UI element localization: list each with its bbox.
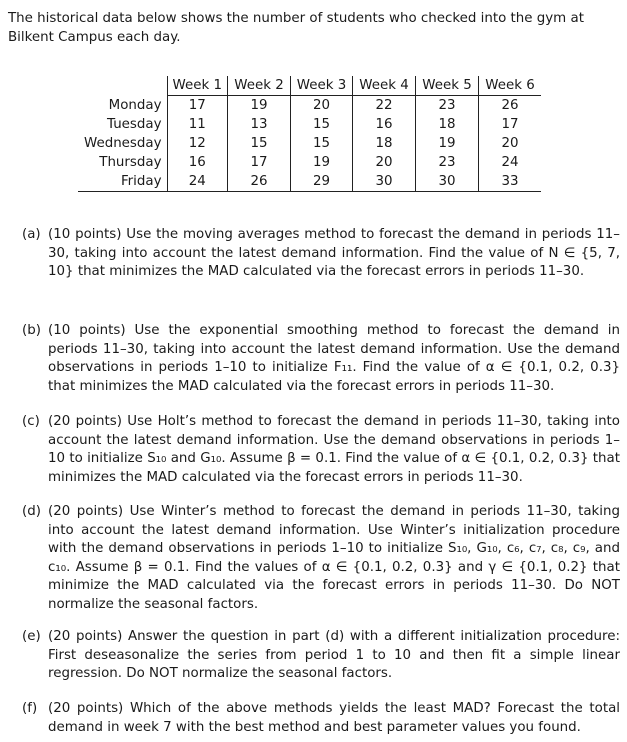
question-label: (f) [22, 701, 38, 716]
table-cell: 18 [416, 115, 479, 134]
table-cell: 26 [479, 96, 542, 116]
question-text: (20 points) Answer the question in part (d) with a different initialization procedure: First deseasonalize the series from period 1 to 10 and then fit a simple linear regression. Do NOT normalize the seasonal factors. [48, 629, 620, 682]
gym-checkins-table [78, 76, 541, 192]
row-label-day: Friday [78, 172, 167, 192]
table-row [78, 115, 541, 134]
table-cell: 16 [353, 115, 416, 134]
question-f [22, 700, 620, 737]
table-cell: 13 [228, 115, 291, 134]
table-row [78, 96, 541, 116]
table-cell: 23 [416, 153, 479, 172]
question-label: (e) [22, 629, 41, 644]
row-label-day: Wednesday [84, 136, 162, 151]
header-week-5: Week 5 [416, 76, 479, 96]
question-text: (20 points) Use Holt’s method to forecast the demand in periods 11–30, taking into account the latest demand information. Use the demand observations in periods 1–10 to initialize S₁₀ and G₁₀. Assume β = 0.1. Find the value of α ∈ {0.1, 0.2, 0.3} that minimizes the MAD calculated via the forecast errors in periods 11–30. [48, 414, 620, 485]
table-cell: 22 [353, 96, 416, 116]
table-corner [78, 76, 167, 96]
table-cell: 24 [167, 172, 227, 192]
table-cell: 20 [291, 96, 353, 116]
table-cell: 15 [228, 134, 291, 153]
table-cell: 16 [167, 153, 227, 172]
question-a [22, 226, 620, 282]
question-label: (a) [22, 227, 41, 242]
table-cell: 26 [228, 172, 291, 192]
table-cell: 12 [167, 134, 227, 153]
intro-paragraph: The historical data below shows the number of students who checked into the gym at Bilkent Campus each day. [8, 11, 584, 45]
table-cell: 20 [353, 153, 416, 172]
table-cell: 17 [479, 115, 542, 134]
table-row [78, 172, 541, 192]
table-cell: 29 [291, 172, 353, 192]
question-text: (10 points) Use the exponential smoothing method to forecast the demand in periods 11–30, taking into account the latest demand information. Use the demand observations in periods 1–10 to initialize F₁₁. Find the value of α ∈ {0.1, 0.2, 0.3} that minimizes the MAD calculated via the forecast errors in periods 11–30. [48, 323, 620, 394]
table-cell: 30 [416, 172, 479, 192]
header-week-2: Week 2 [228, 76, 291, 96]
header-week-3: Week 3 [291, 76, 353, 96]
table-row [78, 134, 541, 153]
question-text: (20 points) Which of the above methods yields the least MAD? Forecast the total demand in week 7 with the best method and best parameter values you found. [48, 701, 620, 735]
table-cell: 18 [353, 134, 416, 153]
question-d [22, 503, 620, 615]
table-cell: 17 [228, 153, 291, 172]
table-cell: 19 [416, 134, 479, 153]
table-header-row [78, 76, 541, 96]
header-week-1: Week 1 [167, 76, 227, 96]
header-week-6: Week 6 [479, 76, 542, 96]
table-cell: 15 [291, 115, 353, 134]
table-cell: 19 [291, 153, 353, 172]
table-cell: 24 [479, 153, 542, 172]
table-cell: 23 [416, 96, 479, 116]
table-cell: 33 [479, 172, 542, 192]
question-b [22, 322, 620, 396]
table-cell: 11 [167, 115, 227, 134]
row-label-day: Thursday [99, 155, 162, 170]
header-week-4: Week 4 [353, 76, 416, 96]
table-cell: 20 [479, 134, 542, 153]
row-label-day: Monday [108, 97, 162, 113]
question-text: (10 points) Use the moving averages method to forecast the demand in periods 11–30, taking into account the latest demand information. Find the value of N ∈ {5, 7, 10} that minimizes the MAD calculated via the forecast errors in periods 11–30. [48, 227, 620, 280]
question-e [22, 628, 620, 684]
question-text: (20 points) Use Winter’s method to forecast the demand in periods 11–30, taking into account the latest demand information. Use Winter’s initialization procedure with the demand observations in periods 1–10 to initialize S₁₀, G₁₀, c₆, c₇, c₈, c₉, and c₁₀. Assume β = 0.1. Find the values of α ∈ {0.1, 0.2, 0.3} and γ ∈ {0.1, 0.2} that minimize the MAD calculated via the forecast errors in periods 11–30. Do NOT normalize the seasonal factors. [48, 504, 620, 612]
row-label-day: Tuesday [107, 117, 162, 132]
question-c [22, 413, 620, 487]
table-cell: 15 [291, 134, 353, 153]
table-row [78, 153, 541, 172]
table-cell: 30 [353, 172, 416, 192]
question-label: (c) [22, 414, 40, 429]
table-cell: 19 [228, 96, 291, 116]
question-label: (d) [22, 504, 41, 519]
table-cell: 17 [167, 96, 227, 116]
question-label: (b) [22, 323, 41, 338]
